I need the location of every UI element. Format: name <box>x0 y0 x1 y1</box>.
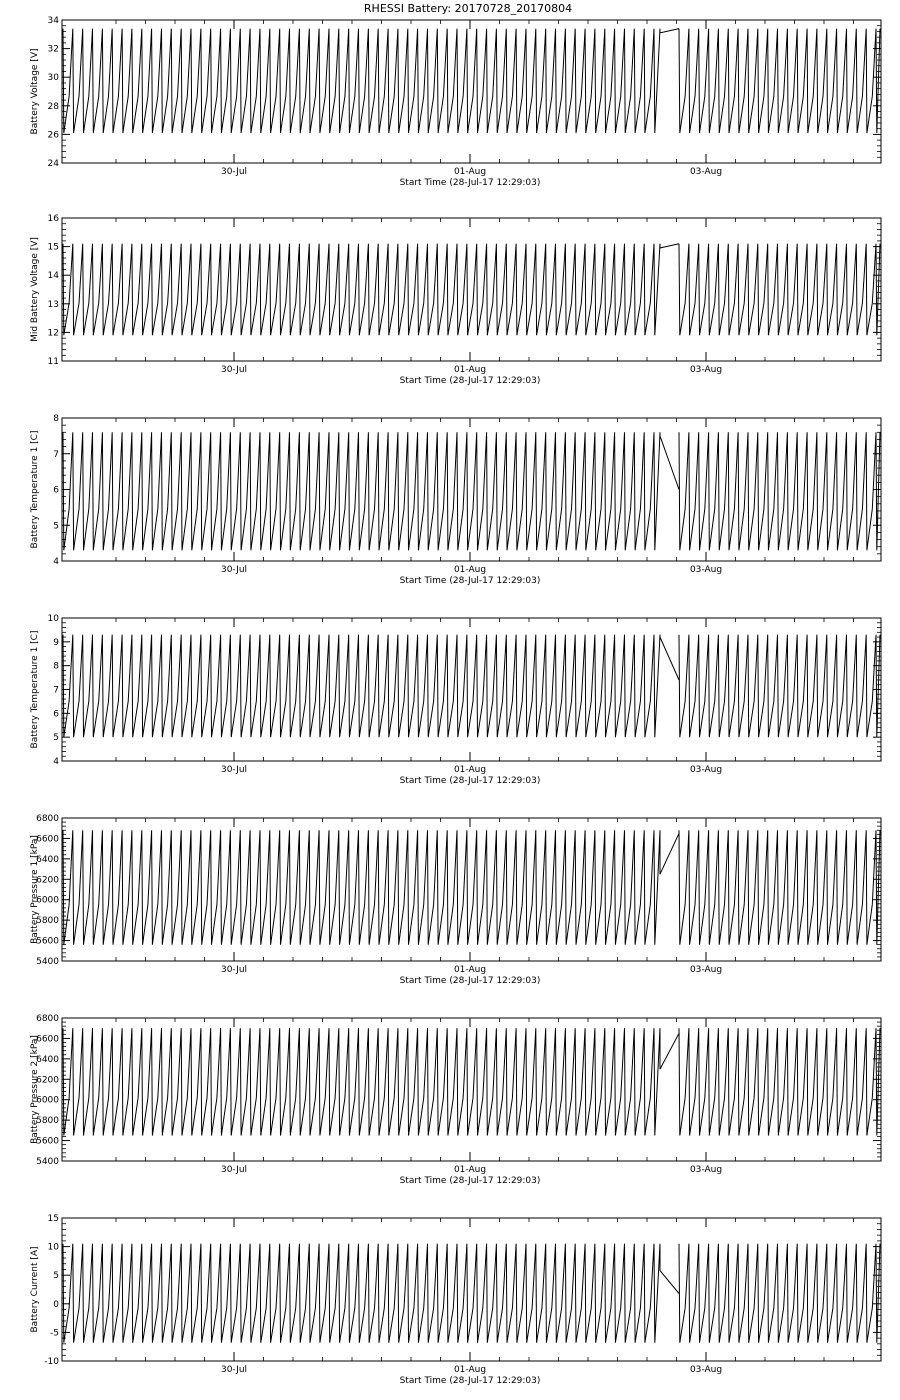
y-tick-label: 6000 <box>36 1095 59 1106</box>
y-axis-label: Battery Voltage [V] <box>30 48 40 135</box>
panel-2 <box>30 214 881 386</box>
x-tick-label: 03-Aug <box>689 1165 723 1175</box>
x-tick-label: 01-Aug <box>453 565 487 575</box>
y-tick-label: 15 <box>47 1214 59 1224</box>
y-tick-label: 0 <box>53 1299 59 1310</box>
x-tick-label: 01-Aug <box>453 1365 487 1375</box>
x-axis-label: Start Time (28-Jul-17 12:29:03) <box>399 376 541 386</box>
x-tick-label: 30-Jul <box>220 167 248 177</box>
y-tick-label: 10 <box>47 614 59 624</box>
y-tick-label: 6800 <box>36 814 59 824</box>
x-tick-label: 30-Jul <box>220 765 248 775</box>
x-axis-label: Start Time (28-Jul-17 12:29:03) <box>399 576 541 586</box>
y-tick-label: 6800 <box>36 1014 59 1024</box>
panel-6 <box>30 1014 881 1186</box>
x-tick-label: 03-Aug <box>689 365 723 375</box>
series-line <box>63 432 880 550</box>
panel-1 <box>30 16 881 188</box>
x-tick-label: 01-Aug <box>453 1165 487 1175</box>
panel-5 <box>30 814 881 986</box>
panel-3 <box>30 414 881 586</box>
y-tick-label: 6600 <box>36 1034 59 1045</box>
y-tick-label: 5 <box>53 733 59 744</box>
y-tick-label: 24 <box>47 159 59 169</box>
y-tick-label: 5800 <box>36 916 59 927</box>
x-tick-label: 01-Aug <box>453 167 487 177</box>
y-tick-label: 6600 <box>36 834 59 845</box>
x-tick-label: 30-Jul <box>220 365 248 375</box>
y-tick-label: 7 <box>53 449 59 460</box>
y-tick-label: 5 <box>53 1271 59 1282</box>
x-axis-label: Start Time (28-Jul-17 12:29:03) <box>399 776 541 786</box>
y-tick-label: 5600 <box>36 1136 59 1147</box>
y-tick-label: 34 <box>47 16 59 26</box>
x-tick-label: 03-Aug <box>689 167 723 177</box>
y-tick-label: -10 <box>44 1357 59 1367</box>
y-tick-label: 5800 <box>36 1116 59 1127</box>
y-tick-label: 16 <box>47 214 59 224</box>
y-axis-label: Battery Pressure 1 [kPa] <box>30 835 40 944</box>
y-tick-label: 28 <box>47 101 59 112</box>
y-tick-label: -5 <box>50 1328 59 1339</box>
series-line <box>63 635 880 738</box>
y-tick-label: 4 <box>53 757 59 767</box>
y-tick-label: 9 <box>53 637 59 648</box>
x-tick-label: 30-Jul <box>220 565 248 575</box>
panel-4 <box>30 614 881 786</box>
series-line <box>63 1028 880 1135</box>
series-line <box>63 830 880 944</box>
y-tick-label: 11 <box>47 357 59 367</box>
y-tick-label: 4 <box>53 557 59 567</box>
panel-7 <box>30 1214 881 1386</box>
x-tick-label: 01-Aug <box>453 765 487 775</box>
x-tick-label: 01-Aug <box>453 365 487 375</box>
x-axis-label: Start Time (28-Jul-17 12:29:03) <box>399 976 541 986</box>
series-line <box>63 244 880 336</box>
y-tick-label: 5400 <box>36 957 59 967</box>
y-tick-label: 14 <box>47 271 59 282</box>
y-tick-label: 13 <box>47 299 59 310</box>
y-tick-label: 5400 <box>36 1157 59 1167</box>
series-line <box>63 29 880 133</box>
y-tick-label: 8 <box>53 661 59 672</box>
y-tick-label: 5 <box>53 521 59 532</box>
y-axis-label: Battery Temperature 1 [C] <box>30 430 40 549</box>
series-line <box>63 1244 880 1343</box>
y-axis-label: Mid Battery Voltage [V] <box>30 237 40 342</box>
y-tick-label: 30 <box>47 73 59 84</box>
y-tick-label: 5600 <box>36 936 59 947</box>
y-tick-label: 6400 <box>36 1054 59 1065</box>
y-tick-label: 6 <box>53 485 59 496</box>
y-tick-label: 15 <box>47 242 59 253</box>
x-tick-label: 01-Aug <box>453 965 487 975</box>
y-axis-label: Battery Pressure 2 [kPa] <box>30 1035 40 1144</box>
y-axis-label: Battery Current [A] <box>30 1246 40 1333</box>
y-tick-label: 8 <box>53 414 59 424</box>
y-tick-label: 6 <box>53 709 59 720</box>
x-axis-label: Start Time (28-Jul-17 12:29:03) <box>399 178 541 188</box>
x-tick-label: 30-Jul <box>220 1365 248 1375</box>
y-tick-label: 10 <box>47 1242 59 1253</box>
x-tick-label: 03-Aug <box>689 1365 723 1375</box>
x-tick-label: 30-Jul <box>220 1165 248 1175</box>
y-tick-label: 12 <box>47 328 59 339</box>
x-axis-label: Start Time (28-Jul-17 12:29:03) <box>399 1376 541 1386</box>
y-tick-label: 26 <box>47 130 59 141</box>
y-tick-label: 6200 <box>36 1075 59 1086</box>
y-tick-label: 6200 <box>36 875 59 886</box>
x-axis-label: Start Time (28-Jul-17 12:29:03) <box>399 1176 541 1186</box>
y-axis-label: Battery Temperature 1 [C] <box>30 630 40 749</box>
y-tick-label: 32 <box>47 44 59 55</box>
y-tick-label: 6400 <box>36 854 59 865</box>
x-tick-label: 03-Aug <box>689 765 723 775</box>
x-tick-label: 03-Aug <box>689 565 723 575</box>
y-tick-label: 6000 <box>36 895 59 906</box>
figure-title: RHESSI Battery: 20170728_20170804 <box>363 2 573 15</box>
y-tick-label: 7 <box>53 685 59 696</box>
x-tick-label: 30-Jul <box>220 965 248 975</box>
x-tick-label: 03-Aug <box>689 965 723 975</box>
